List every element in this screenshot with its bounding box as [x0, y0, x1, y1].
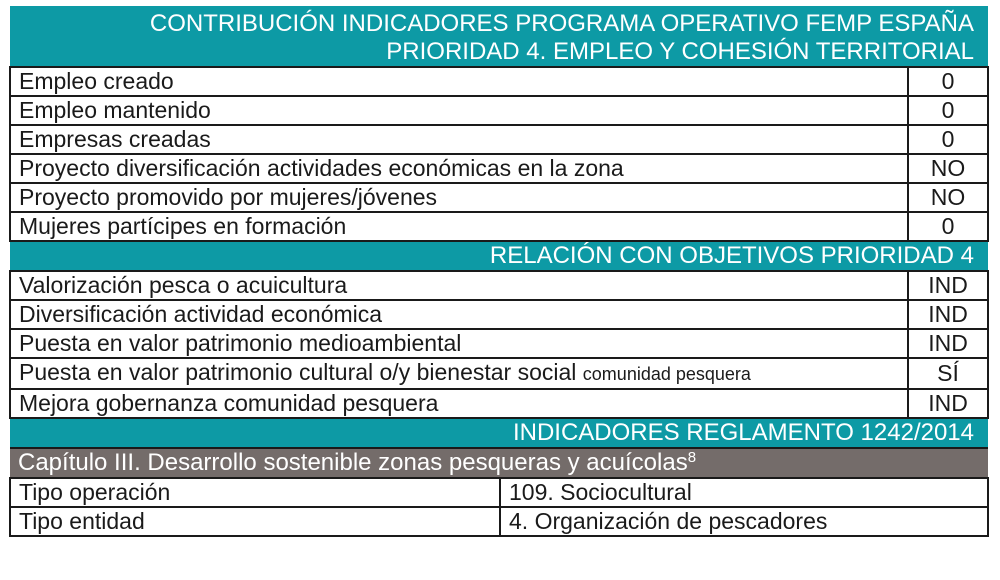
indicator-table-container — [9, 6, 989, 537]
table-row — [10, 358, 988, 389]
reglamento-table — [9, 477, 989, 537]
row-value: 109. Sociocultural — [500, 478, 988, 507]
row-label: Mujeres partícipes en formación — [10, 212, 908, 241]
row-value: 0 — [908, 212, 988, 241]
row-value: IND — [908, 271, 988, 300]
relacion-title: RELACIÓN CON OBJETIVOS PRIORIDAD 4 — [10, 241, 988, 271]
row-label: Tipo operación — [10, 478, 500, 507]
row-value: IND — [908, 329, 988, 358]
row-value: IND — [908, 389, 988, 418]
row-label: Tipo entidad — [10, 507, 500, 536]
row-label: Mejora gobernanza comunidad pesquera — [10, 389, 908, 418]
capitulo-cell — [10, 448, 988, 478]
relacion-header-row — [10, 241, 988, 271]
table-row — [10, 507, 988, 536]
row-label: Puesta en valor patrimonio medioambiental — [10, 329, 908, 358]
footnote-marker: 8 — [687, 449, 697, 466]
reglamento-title: INDICADORES REGLAMENTO 1242/2014 — [10, 418, 988, 448]
capitulo-row — [10, 448, 988, 478]
row-value: 0 — [908, 67, 988, 96]
row-label-small: comunidad pesquera — [582, 364, 751, 384]
table-row — [10, 478, 988, 507]
row-value: 0 — [908, 125, 988, 154]
table-row — [10, 183, 988, 212]
table-row — [10, 300, 988, 329]
capitulo-title: Capítulo III. Desarrollo sostenible zonas pesqueras y acuícolas — [18, 449, 688, 476]
table-row — [10, 329, 988, 358]
table-row — [10, 389, 988, 418]
table-row — [10, 67, 988, 96]
row-label-cell — [10, 358, 908, 389]
row-value: NO — [908, 183, 988, 212]
table-row — [10, 154, 988, 183]
indicators-table — [9, 6, 989, 479]
table-row — [10, 271, 988, 300]
header-line-1: CONTRIBUCIÓN INDICADORES PROGRAMA OPERATIVO FEMP ESPAÑA — [149, 10, 974, 37]
reglamento-header-row — [10, 418, 988, 448]
table-row — [10, 125, 988, 154]
row-label: Proyecto promovido por mujeres/jóvenes — [10, 183, 908, 212]
main-header-cell — [10, 6, 988, 67]
row-label: Empleo creado — [10, 67, 908, 96]
row-label: Diversificación actividad económica — [10, 300, 908, 329]
header-line-2: PRIORIDAD 4. EMPLEO Y COHESIÓN TERRITORIAL — [386, 38, 974, 65]
main-header-row — [10, 6, 988, 67]
row-value: 4. Organización de pescadores — [500, 507, 988, 536]
row-label: Valorización pesca o acuicultura — [10, 271, 908, 300]
row-label: Empresas creadas — [10, 125, 908, 154]
row-value: NO — [908, 154, 988, 183]
row-value: 0 — [908, 96, 988, 125]
row-label: Empleo mantenido — [10, 96, 908, 125]
row-label: Puesta en valor patrimonio cultural o/y bienestar social — [19, 359, 577, 385]
row-value: SÍ — [908, 358, 988, 389]
table-row — [10, 96, 988, 125]
row-label: Proyecto diversificación actividades económicas en la zona — [10, 154, 908, 183]
row-value: IND — [908, 300, 988, 329]
table-row — [10, 212, 988, 241]
